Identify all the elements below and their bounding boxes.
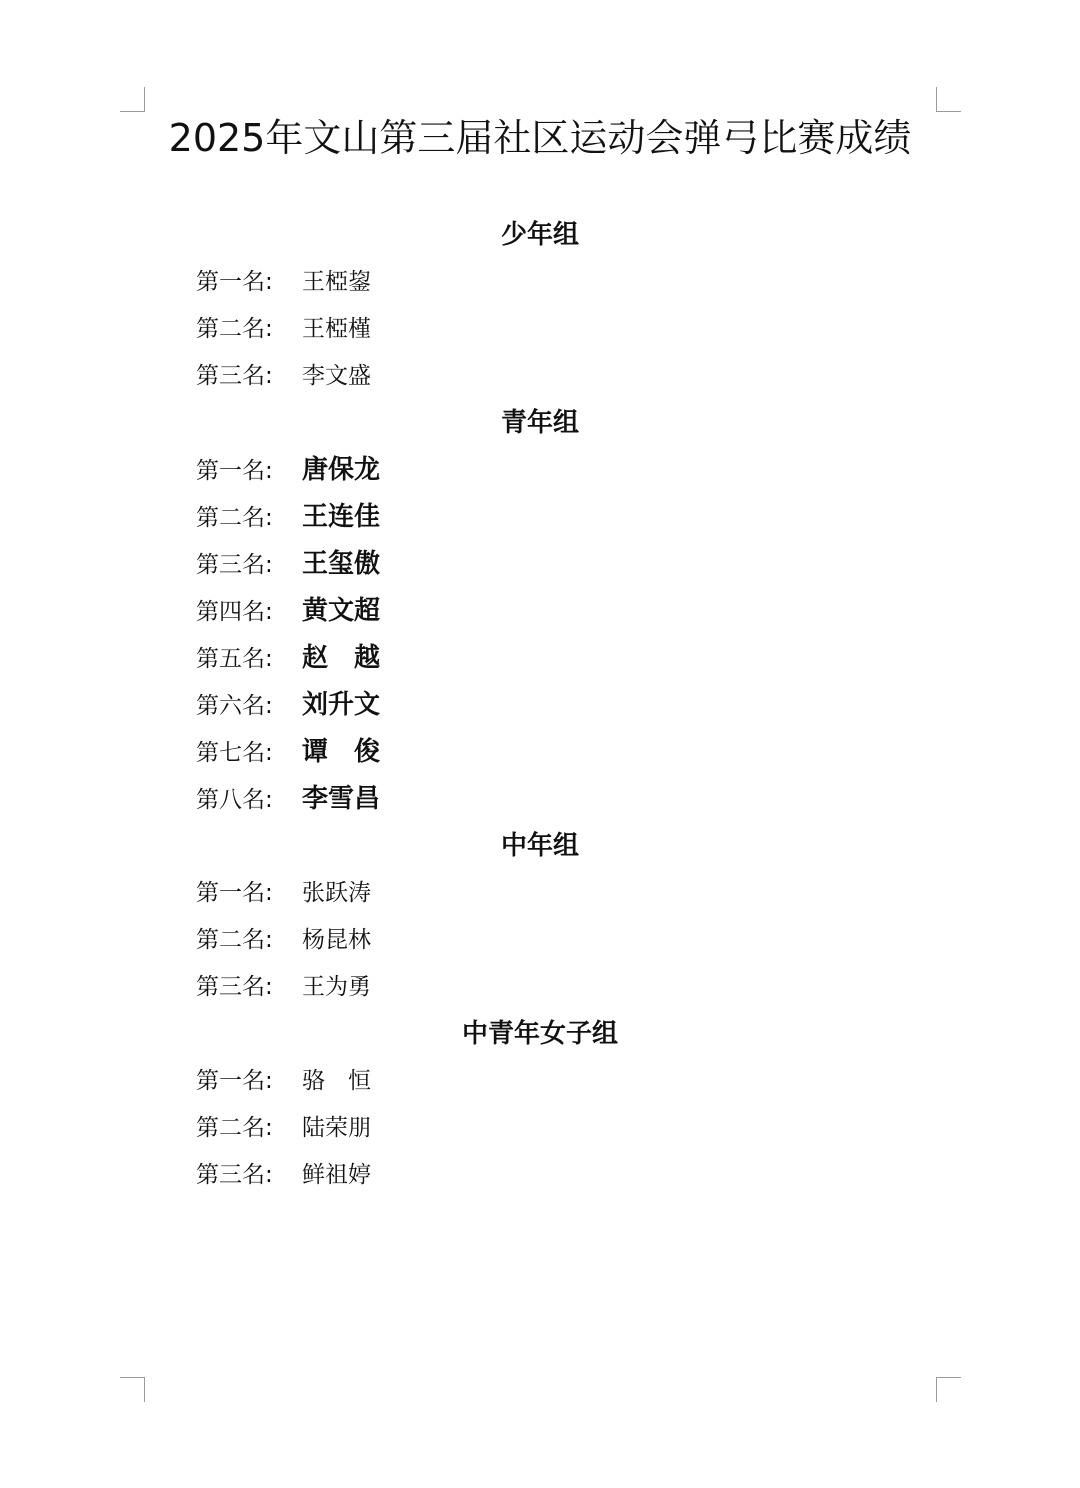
result-row <box>0 447 1080 494</box>
athlete-name: 刘升文 <box>302 690 381 720</box>
results-content <box>0 212 1080 1199</box>
document-title: 2025年文山第三届社区运动会弹弓比赛成绩 <box>168 116 912 160</box>
athlete-name: 李雪昌 <box>302 784 381 814</box>
result-row <box>0 541 1080 588</box>
result-row <box>0 306 1080 353</box>
result-row <box>0 1105 1080 1152</box>
rank-label: 第六名: <box>196 693 273 719</box>
rank-label: 第一名: <box>196 880 273 906</box>
athlete-name: 张跃涛 <box>302 880 371 906</box>
rank-label: 第一名: <box>196 458 273 484</box>
athlete-name: 谭 俊 <box>302 737 381 767</box>
rank-label: 第三名: <box>196 1162 273 1188</box>
athlete-name: 陆荣朋 <box>302 1115 371 1141</box>
rank-label: 第二名: <box>196 505 273 531</box>
rank-label: 第三名: <box>196 363 273 389</box>
athlete-name: 王椏鋆 <box>302 269 371 295</box>
athlete-name: 骆 恒 <box>302 1068 371 1094</box>
rank-label: 第八名: <box>196 787 273 813</box>
athlete-name: 唐保龙 <box>302 455 381 485</box>
page-corner-mark-bottom-left <box>120 1377 145 1402</box>
result-row <box>0 870 1080 917</box>
athlete-name: 黄文超 <box>302 596 381 626</box>
result-row <box>0 1058 1080 1105</box>
group-title-women: 中青年女子组 <box>461 1019 618 1049</box>
rank-label: 第二名: <box>196 927 273 953</box>
rank-label: 第三名: <box>196 974 273 1000</box>
athlete-name: 杨昆林 <box>302 927 371 953</box>
athlete-name: 王为勇 <box>302 974 371 1000</box>
athlete-name: 王玺傲 <box>302 549 381 579</box>
result-row <box>0 1152 1080 1199</box>
result-row <box>0 259 1080 306</box>
rank-label: 第三名: <box>196 552 273 578</box>
group-title-young-adult: 青年组 <box>500 408 579 438</box>
result-row <box>0 776 1080 823</box>
rank-label: 第二名: <box>196 1115 273 1141</box>
group-title-youth: 少年组 <box>500 220 579 250</box>
rank-label: 第五名: <box>196 646 273 672</box>
result-row <box>0 729 1080 776</box>
rank-label: 第二名: <box>196 316 273 342</box>
athlete-name: 王连佳 <box>302 502 381 532</box>
athlete-name: 赵 越 <box>302 643 381 673</box>
rank-label: 第一名: <box>196 1068 273 1094</box>
page-corner-mark-bottom-right <box>936 1377 961 1402</box>
athlete-name: 王椏槿 <box>302 316 371 342</box>
athlete-name: 鲜祖婷 <box>302 1162 371 1188</box>
result-row <box>0 682 1080 729</box>
athlete-name: 李文盛 <box>302 363 371 389</box>
rank-label: 第一名: <box>196 269 273 295</box>
group-title-middle-age: 中年组 <box>500 831 579 861</box>
result-row <box>0 494 1080 541</box>
result-row <box>0 353 1080 400</box>
result-row <box>0 917 1080 964</box>
rank-label: 第四名: <box>196 599 273 625</box>
result-row <box>0 635 1080 682</box>
rank-label: 第七名: <box>196 740 273 766</box>
result-row <box>0 588 1080 635</box>
result-row <box>0 964 1080 1011</box>
